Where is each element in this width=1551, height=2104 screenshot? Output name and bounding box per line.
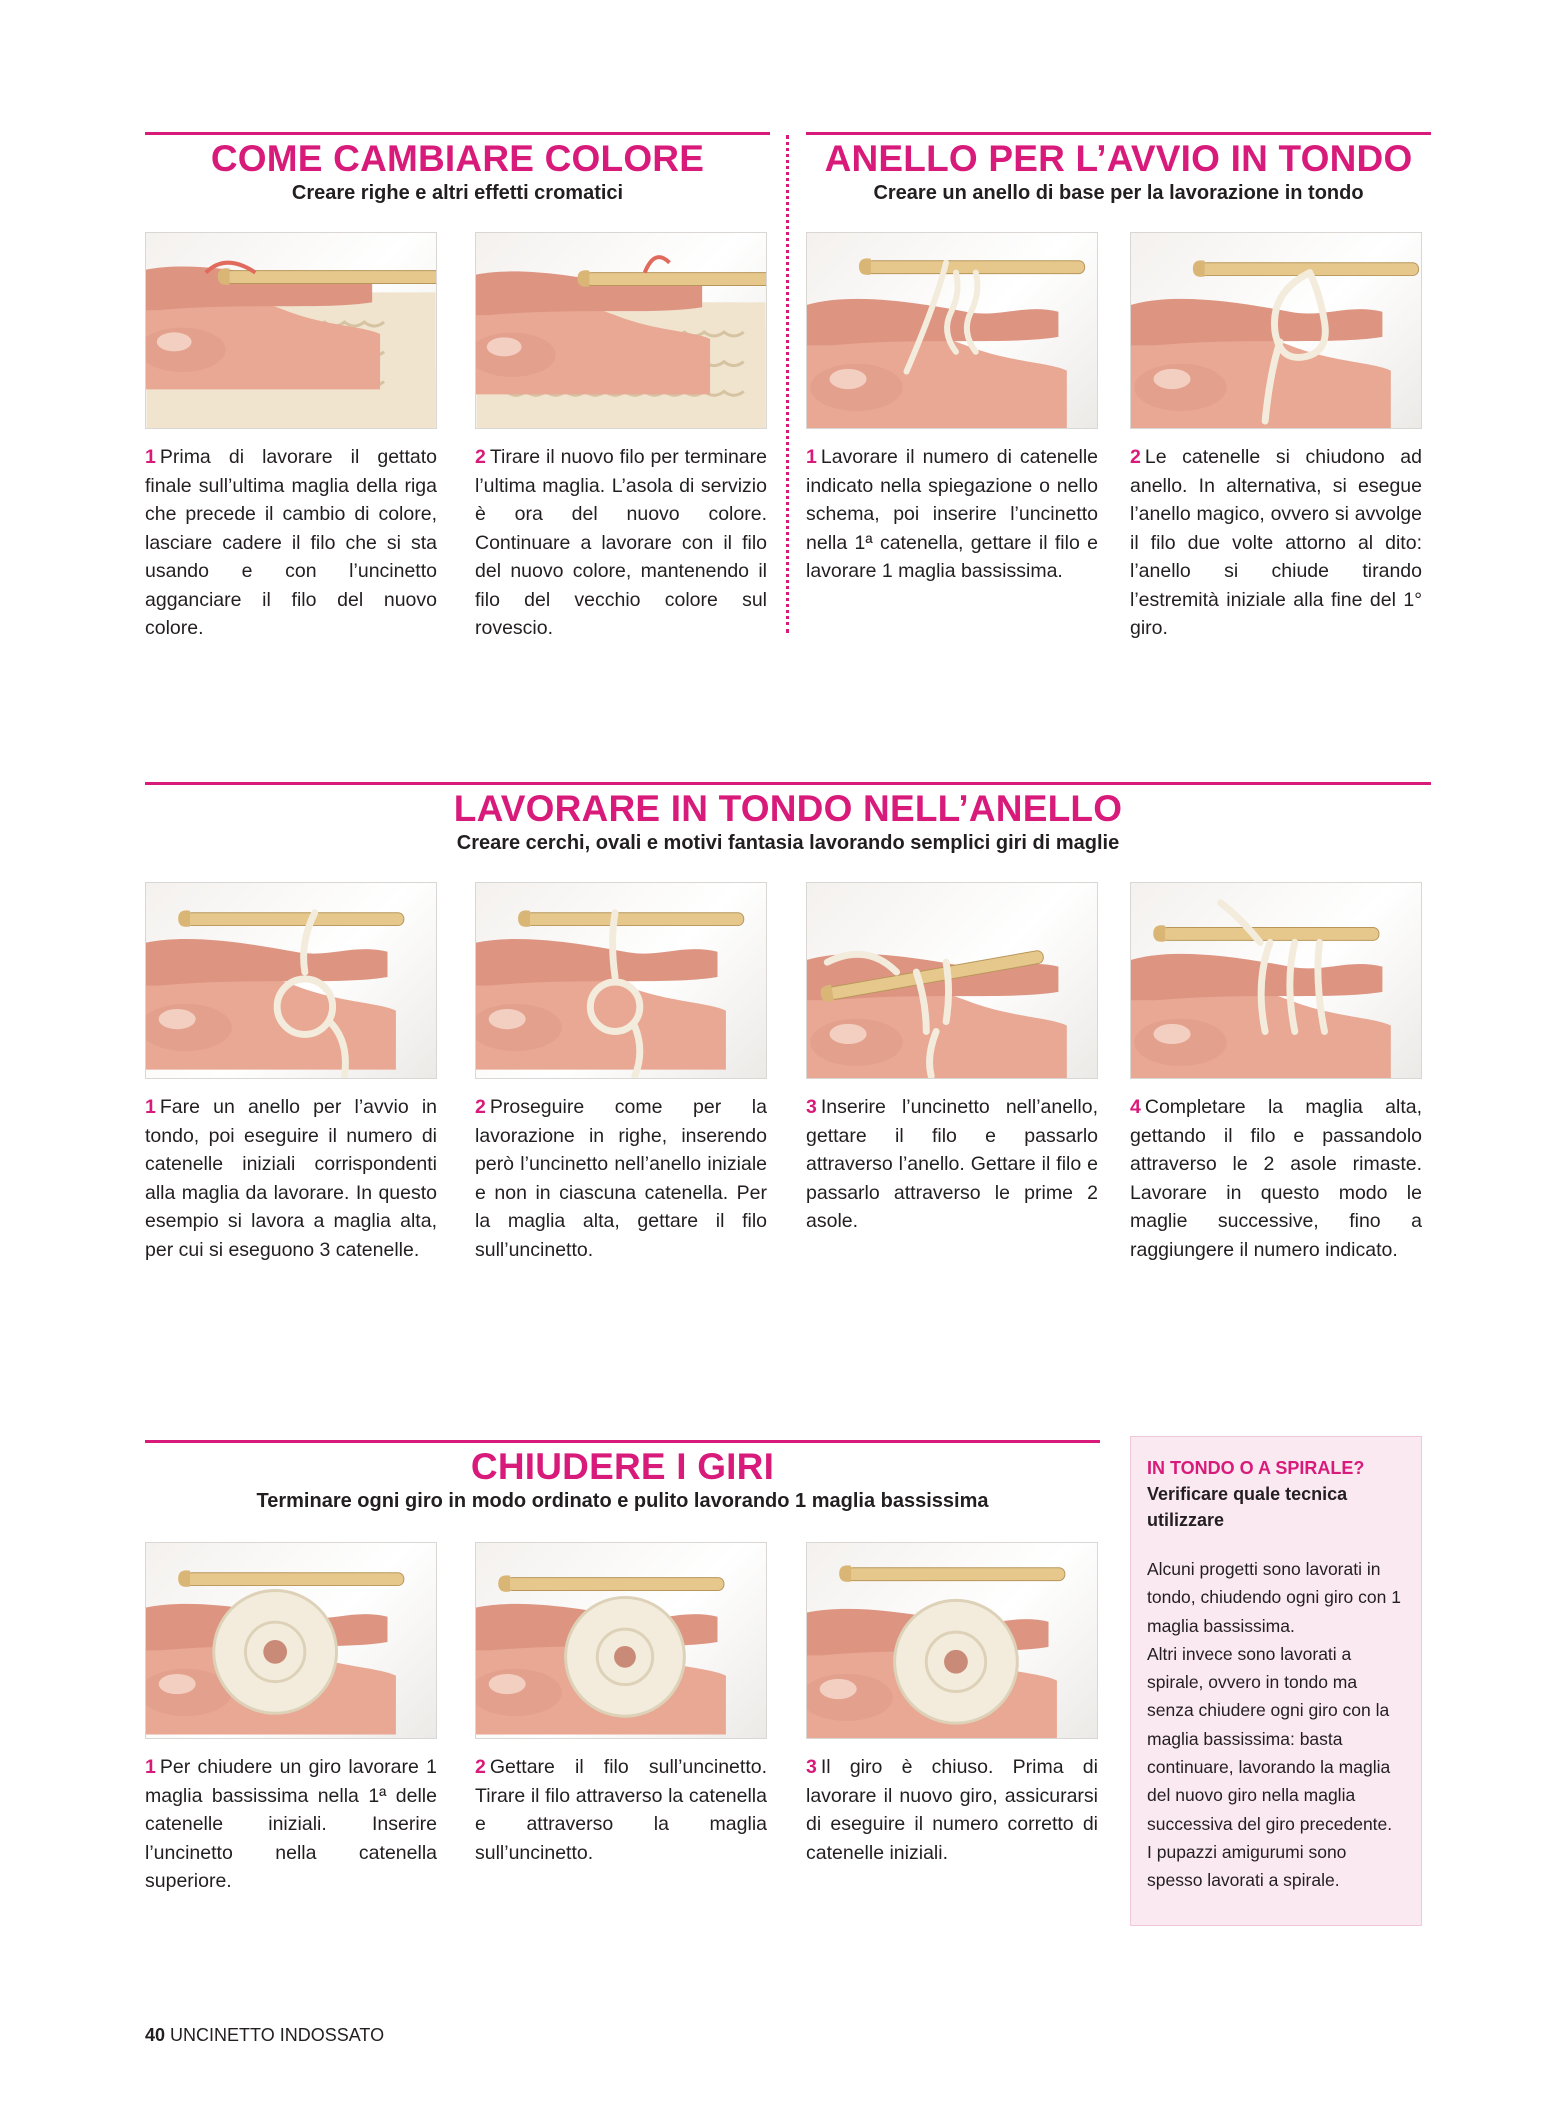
step-body: Prima di lavorare il gettato finale sull’ultima maglia della riga che precede il cambio di colore, lasciare cadere il filo che si sta usando e con l’uncinetto agganciare il filo del nuovo colore. <box>145 446 437 639</box>
step-tondo-1 <box>145 882 437 1264</box>
step-text <box>1130 443 1422 643</box>
photo-cambiare-1 <box>145 232 437 429</box>
step-body: Completare la maglia alta, gettando il filo e passandolo attraverso le 2 asole rimaste. Lavorare in questo modo le maglie successive, fino a raggiungere il numero indicato. <box>1130 1096 1422 1261</box>
photo-cambiare-2 <box>475 232 767 429</box>
section-rule-tondo <box>145 782 1431 785</box>
photo-tondo-2 <box>475 882 767 1079</box>
step-number: 4 <box>1130 1096 1141 1118</box>
step-tondo-2 <box>475 882 767 1264</box>
step-text <box>1130 1093 1422 1264</box>
step-cambiare-1 <box>145 232 437 643</box>
step-text <box>145 1753 437 1896</box>
step-cambiare-2 <box>475 232 767 643</box>
sidebar-paragraph: Alcuni progetti sono lavorati in tondo, chiudendo ogni giro con 1 maglia bassissima. <box>1147 1559 1401 1636</box>
photo-tondo-4 <box>1130 882 1422 1079</box>
step-text <box>806 1753 1098 1867</box>
photo-chiudere-3 <box>806 1542 1098 1739</box>
step-anello-1 <box>806 232 1098 586</box>
step-number: 1 <box>145 446 156 468</box>
section-rule-anello <box>806 132 1431 135</box>
step-number: 2 <box>475 1756 486 1778</box>
photo-chiudere-1 <box>145 1542 437 1739</box>
step-chiudere-2 <box>475 1542 767 1867</box>
step-number: 2 <box>1130 446 1141 468</box>
step-text <box>475 1753 767 1867</box>
step-tondo-4 <box>1130 882 1422 1264</box>
photo-anello-1 <box>806 232 1098 429</box>
step-text <box>475 443 767 643</box>
step-body: Le catenelle si chiudono ad anello. In alternativa, si esegue l’anello magico, ovvero si avvolge il filo due volte attorno al dito: l’anello si chiude tirando l’estremità iniziale alla fine del 1° giro. <box>1130 446 1422 639</box>
step-anello-2 <box>1130 232 1422 643</box>
step-body: Proseguire come per la lavorazione in righe, inserendo però l’uncinetto nell’anello iniziale e non in ciascuna catenella. Per la maglia alta, gettare il filo sull’uncinetto. <box>475 1096 767 1261</box>
photo-anello-2 <box>1130 232 1422 429</box>
page-footer <box>145 2025 384 2046</box>
step-body: Inserire l’uncinetto nell’anello, gettare il filo e passarlo attraverso l’anello. Gettare il filo e passarlo attraverso le prime 2 asole. <box>806 1096 1098 1232</box>
section-subtitle-cambiare: Creare righe e altri effetti cromatici <box>291 182 624 204</box>
step-text <box>145 443 437 643</box>
section-title-cambiare: COME CAMBIARE COLORE <box>210 138 705 179</box>
step-body: Fare un anello per l’avvio in tondo, poi eseguire il numero di catenelle iniziali corrispondenti alla maglia da lavorare. In questo esempio si lavora a maglia alta, per cui si eseguono 3 catenelle. <box>145 1096 437 1261</box>
step-text <box>806 1093 1098 1236</box>
dotted-divider <box>786 135 789 633</box>
step-number: 3 <box>806 1756 817 1778</box>
sidebar-paragraph: I pupazzi amigurumi sono spesso lavorati a spirale. <box>1147 1841 1347 1891</box>
section-rule-cambiare <box>145 132 770 135</box>
photo-tondo-1 <box>145 882 437 1079</box>
step-chiudere-3 <box>806 1542 1098 1867</box>
step-number: 1 <box>806 446 817 468</box>
section-rule-chiudere <box>145 1440 1100 1443</box>
step-text <box>145 1093 437 1264</box>
magazine-name: UNCINETTO INDOSSATO <box>170 2025 385 2045</box>
photo-tondo-3 <box>806 882 1098 1079</box>
sidebar-title: IN TONDO O A SPIRALE? <box>1147 1458 1365 1478</box>
step-body: Il giro è chiuso. Prima di lavorare il nuovo giro, assicurarsi di eseguire il numero corretto di catenelle iniziali. <box>806 1756 1098 1864</box>
step-number: 2 <box>475 1096 486 1118</box>
step-text <box>806 443 1098 586</box>
step-body: Tirare il nuovo filo per terminare l’ultima maglia. L’asola di servizio è ora del nuovo colore. Continuare a lavorare con il filo del nuovo colore, mantenendo il filo del vecchio colore sul rovescio. <box>475 446 767 639</box>
page-number: 40 <box>145 2025 166 2045</box>
step-number: 1 <box>145 1756 156 1778</box>
sidebar-box <box>1130 1436 1422 1926</box>
step-body: Per chiudere un giro lavorare 1 maglia bassissima nella 1ª delle catenelle iniziali. Inserire l’uncinetto nella catenella superiore. <box>145 1756 437 1892</box>
section-subtitle-anello: Creare un anello di base per la lavorazione in tondo <box>873 182 1364 204</box>
step-chiudere-1 <box>145 1542 437 1896</box>
step-number: 1 <box>145 1096 156 1118</box>
step-text <box>475 1093 767 1264</box>
section-subtitle-tondo: Creare cerchi, ovali e motivi fantasia lavorando semplici giri di maglie <box>456 832 1120 854</box>
photo-chiudere-2 <box>475 1542 767 1739</box>
section-title-tondo: LAVORARE IN TONDO NELL’ANELLO <box>453 788 1123 829</box>
sidebar-subtitle: Verificare quale tecnica utilizzare <box>1147 1484 1348 1530</box>
step-number: 3 <box>806 1096 817 1118</box>
step-body: Gettare il filo sull’uncinetto. Tirare il filo attraverso la catenella e attraverso la maglia sull’uncinetto. <box>475 1756 767 1864</box>
step-number: 2 <box>475 446 486 468</box>
sidebar-body <box>1147 1555 1405 1895</box>
step-body: Lavorare il numero di catenelle indicato nella spiegazione o nello schema, poi inserire l’uncinetto nella 1ª catenella, gettare il filo e lavorare 1 maglia bassissima. <box>806 446 1098 582</box>
step-tondo-3 <box>806 882 1098 1236</box>
section-title-anello: ANELLO PER L’AVVIO IN TONDO <box>824 138 1413 179</box>
section-subtitle-chiudere: Terminare ogni giro in modo ordinato e pulito lavorando 1 maglia bassissima <box>256 1490 989 1512</box>
section-title-chiudere: CHIUDERE I GIRI <box>470 1446 775 1487</box>
sidebar-paragraph: Altri invece sono lavorati a spirale, ovvero in tondo ma senza chiudere ogni giro con la maglia bassissima: basta continuare, lavorando la maglia del nuovo giro nella maglia successiva del giro precedente. <box>1147 1643 1393 1834</box>
